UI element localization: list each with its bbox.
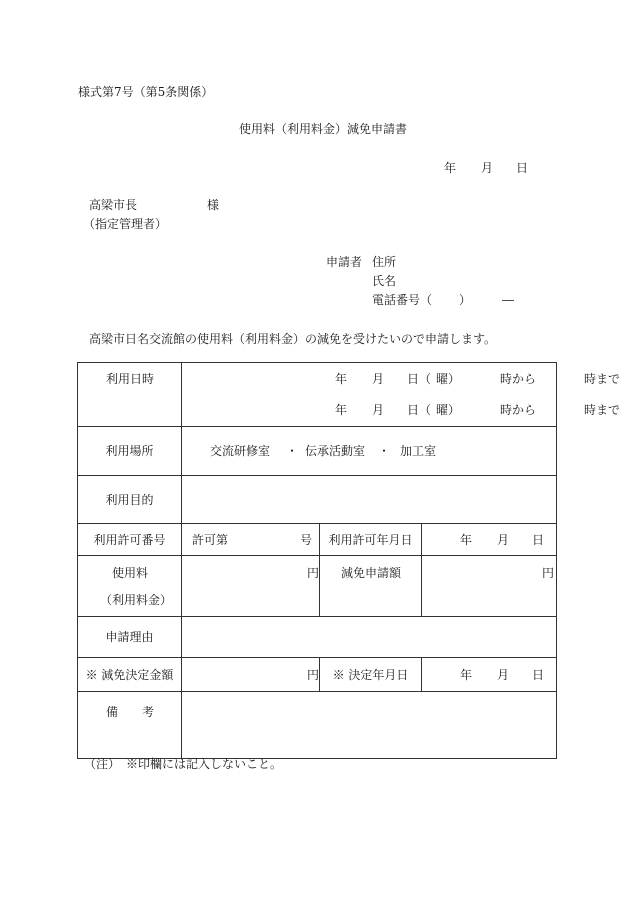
addressee-honorific: 様 xyxy=(207,198,220,212)
reduction-label: 減免申請額 xyxy=(341,566,402,580)
reason-label: 申請理由 xyxy=(78,617,182,658)
datetime-to-2: 時まで xyxy=(584,403,621,417)
datetime-month-1: 月 xyxy=(372,372,385,386)
permit-label: 利用許可番号 xyxy=(78,524,182,556)
addressee-name: 高梁市長 xyxy=(89,198,138,212)
place-separator-1: ・ xyxy=(286,444,299,458)
date-day: 日 xyxy=(516,161,529,175)
place-option-0[interactable]: 交流研修室 xyxy=(210,444,271,458)
applicant-name-label: 氏名 xyxy=(372,274,397,288)
permit-prefix: 許可第 xyxy=(192,533,229,547)
decision-date-cell xyxy=(422,658,557,692)
purpose-value-cell[interactable] xyxy=(182,476,557,524)
permit-suffix: 号 xyxy=(300,533,313,547)
document-title: 使用料（利用料金）減免申請書 xyxy=(239,122,408,136)
decision-amount-label: ※ 減免決定金額 xyxy=(78,658,182,692)
footnote: （注） ※印欄には記入しないこと。 xyxy=(84,757,283,771)
decision-year: 年 xyxy=(460,668,473,682)
place-separator-2: ・ xyxy=(378,444,391,458)
fee-yen: 円 xyxy=(307,566,320,580)
datetime-label-cell xyxy=(78,363,182,427)
decision-yen: 円 xyxy=(307,668,320,682)
place-label: 利用場所 xyxy=(78,427,182,476)
reduction-label-cell xyxy=(320,556,422,617)
datetime-dow-2: 曜） xyxy=(436,403,461,417)
fee-amount-cell[interactable] xyxy=(182,556,320,617)
applicant-label: 申請者 xyxy=(326,255,363,269)
datetime-row xyxy=(78,363,557,427)
datetime-label: 利用日時 xyxy=(106,372,155,386)
remarks-row xyxy=(78,692,557,759)
date-year: 年 xyxy=(444,161,457,175)
permit-date-cell[interactable] xyxy=(422,524,557,556)
fee-label: 使用料 xyxy=(112,566,149,580)
place-option-1[interactable]: 伝承活動室 xyxy=(305,444,366,458)
reason-row xyxy=(78,617,557,658)
datetime-from-1: 時から xyxy=(500,372,537,386)
fee-label-cell xyxy=(78,556,182,617)
remarks-label-cell xyxy=(78,692,182,759)
decision-amount-cell xyxy=(182,658,320,692)
permit-number-cell[interactable] xyxy=(182,524,320,556)
permit-date-label: 利用許可年月日 xyxy=(320,524,422,556)
remarks-value-cell[interactable] xyxy=(182,692,557,759)
place-option-2[interactable]: 加工室 xyxy=(400,444,437,458)
purpose-label: 利用目的 xyxy=(78,476,182,524)
intro-text: 高梁市日名交流館の使用料（利用料金）の減免を受けたいので申請します。 xyxy=(89,332,497,346)
applicant-address-label: 住所 xyxy=(372,255,397,269)
permit-day: 日 xyxy=(532,533,545,547)
permit-year: 年 xyxy=(460,533,473,547)
decision-date-label: ※ 決定年月日 xyxy=(320,658,422,692)
datetime-day-1: 日（ xyxy=(407,372,432,386)
datetime-year-1: 年 xyxy=(335,372,348,386)
application-table xyxy=(77,362,621,759)
fee-row xyxy=(78,556,557,617)
datetime-month-2: 月 xyxy=(372,403,385,417)
reduction-yen: 円 xyxy=(542,566,555,580)
datetime-value-cell[interactable] xyxy=(182,363,621,427)
applicant-phone-close: ） xyxy=(459,293,472,307)
datetime-to-1: 時まで xyxy=(584,372,621,386)
reduction-amount-cell[interactable] xyxy=(422,556,557,617)
addressee-sub: （指定管理者） xyxy=(83,217,168,231)
reason-value-cell[interactable] xyxy=(182,617,557,658)
remarks-label: 備考 xyxy=(106,705,179,719)
applicant-phone-label: 電話番号（ xyxy=(372,293,433,307)
permit-month: 月 xyxy=(497,533,510,547)
date-month: 月 xyxy=(481,161,494,175)
fee-sublabel: （利用料金） xyxy=(100,593,173,607)
applicant-phone-dash: ― xyxy=(502,293,514,307)
purpose-row xyxy=(78,476,557,524)
datetime-day-2: 日（ xyxy=(407,403,432,417)
place-row xyxy=(78,427,557,476)
datetime-dow-1: 曜） xyxy=(436,372,461,386)
decision-day: 日 xyxy=(532,668,545,682)
datetime-from-2: 時から xyxy=(500,403,537,417)
form-number: 様式第7号（第5条関係） xyxy=(78,85,214,99)
permit-row xyxy=(78,524,557,556)
decision-row xyxy=(78,658,557,692)
decision-month: 月 xyxy=(497,668,510,682)
place-value-cell[interactable] xyxy=(182,427,557,476)
datetime-year-2: 年 xyxy=(335,403,348,417)
